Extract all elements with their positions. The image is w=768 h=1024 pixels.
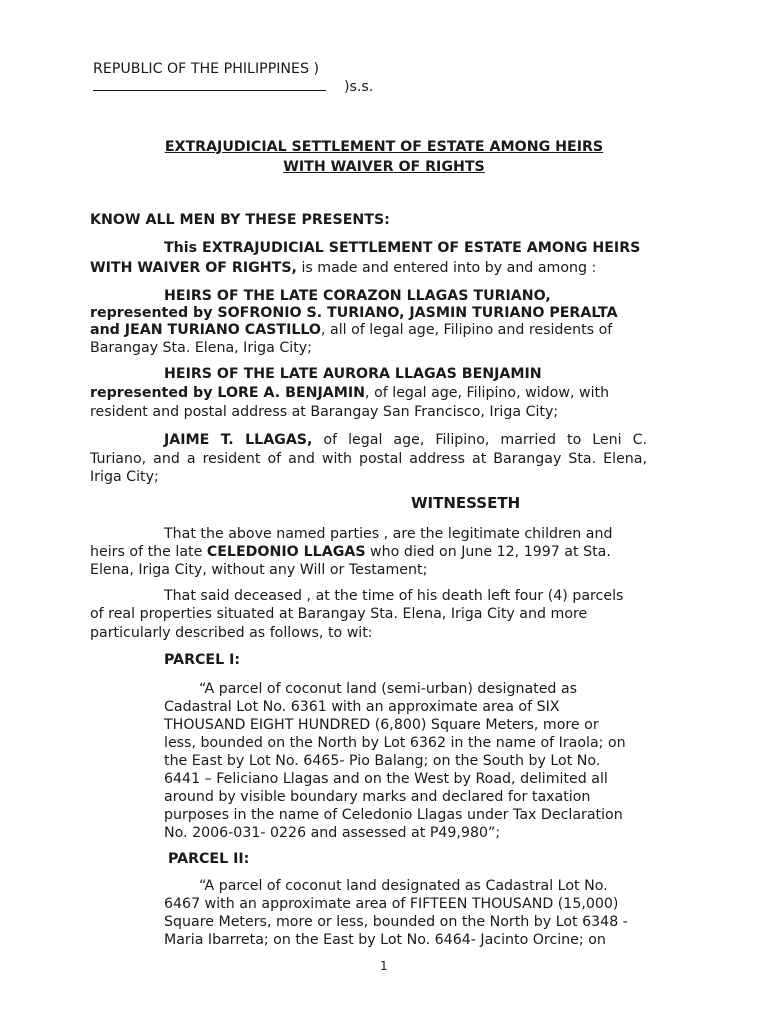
- para1-line-2: heirs of the late CELEDONIO LLAGAS who died on June 12, 1997 at Sta.: [90, 544, 611, 560]
- party1-line-2: represented by SOFRONIO S. TURIANO, JASMIN TURIANO PERALTA: [90, 305, 618, 321]
- witnesseth-heading: WITNESSETH: [411, 494, 521, 512]
- party2-line-1: HEIRS OF THE LATE AURORA LLAGAS BENJAMIN: [164, 366, 542, 382]
- parcel2-line: Square Meters, more or less, bounded on the North by Lot 6348 -: [164, 914, 628, 930]
- parcel2-heading: PARCEL II:: [168, 851, 250, 867]
- parcel1-heading: PARCEL I:: [164, 652, 241, 668]
- parcel1-line: 6441 – Feliciano Llagas and on the West by Road, delimited all: [164, 771, 608, 787]
- parcel1-line: purposes in the name of Celedonio Llagas under Tax Declaration: [164, 807, 623, 823]
- para1-line-3: Elena, Iriga City, without any Will or Testament;: [90, 562, 428, 578]
- republic-heading: REPUBLIC OF THE PHILIPPINES ): [93, 61, 320, 77]
- party3-line-3: Iriga City;: [90, 469, 159, 485]
- ss-mark: )s.s.: [344, 79, 374, 95]
- venue-blank-line: [93, 90, 326, 91]
- parcel1-line: “A parcel of coconut land (semi-urban) designated as: [199, 681, 578, 697]
- document-title-line-1: EXTRAJUDICIAL SETTLEMENT OF ESTATE AMONG HEIRS: [164, 139, 604, 155]
- know-all-men-heading: KNOW ALL MEN BY THESE PRESENTS:: [90, 212, 390, 228]
- parcel1-line: Cadastral Lot No. 6361 with an approximate area of SIX: [164, 699, 560, 715]
- intro-line-1: This EXTRAJUDICIAL SETTLEMENT OF ESTATE AMONG HEIRS: [164, 240, 641, 256]
- para2-line-2: of real properties situated at Barangay Sta. Elena, Iriga City and more: [90, 606, 588, 622]
- parcel1-line: No. 2006-031- 0226 and assessed at P49,980”;: [164, 825, 501, 841]
- party3-line-2: Turiano, and a resident of and with postal address at Barangay Sta. Elena,: [90, 451, 647, 467]
- party2-line-2: represented by LORE A. BENJAMIN, of legal age, Filipino, widow, with: [90, 385, 610, 401]
- parcel1-line: THOUSAND EIGHT HUNDRED (6,800) Square Meters, more or: [164, 717, 599, 733]
- intro-line-2: WITH WAIVER OF RIGHTS, is made and entered into by and among :: [90, 260, 597, 276]
- document-title-line-2: WITH WAIVER OF RIGHTS: [283, 159, 485, 175]
- party1-line-4: Barangay Sta. Elena, Iriga City;: [90, 340, 312, 356]
- para2-line-3: particularly described as follows, to wit:: [90, 625, 373, 641]
- party2-line-3: resident and postal address at Barangay San Francisco, Iriga City;: [90, 404, 559, 420]
- parcel2-line: “A parcel of coconut land designated as Cadastral Lot No.: [199, 878, 608, 894]
- parcel2-line: Maria Ibarreta; on the East by Lot No. 6464- Jacinto Orcine; on: [164, 932, 606, 948]
- para1-line-1: That the above named parties , are the legitimate children and: [164, 526, 613, 542]
- parcel1-line: around by visible boundary marks and declared for taxation: [164, 789, 591, 805]
- party3-line-1: JAIME T. LLAGAS, of legal age, Filipino, married to Leni C.: [164, 432, 648, 448]
- parcel1-line: less, bounded on the North by Lot 6362 in the name of Iraola; on: [164, 735, 626, 751]
- para2-line-1: That said deceased , at the time of his death left four (4) parcels: [164, 588, 624, 604]
- party1-line-3: and JEAN TURIANO CASTILLO, all of legal age, Filipino and residents of: [90, 322, 613, 338]
- party1-line-1: HEIRS OF THE LATE CORAZON LLAGAS TURIANO,: [164, 288, 551, 304]
- page-number: 1: [380, 959, 388, 973]
- parcel1-line: the East by Lot No. 6465- Pio Balang; on the South by Lot No.: [164, 753, 601, 769]
- parcel2-line: 6467 with an approximate area of FIFTEEN THOUSAND (15,000): [164, 896, 619, 912]
